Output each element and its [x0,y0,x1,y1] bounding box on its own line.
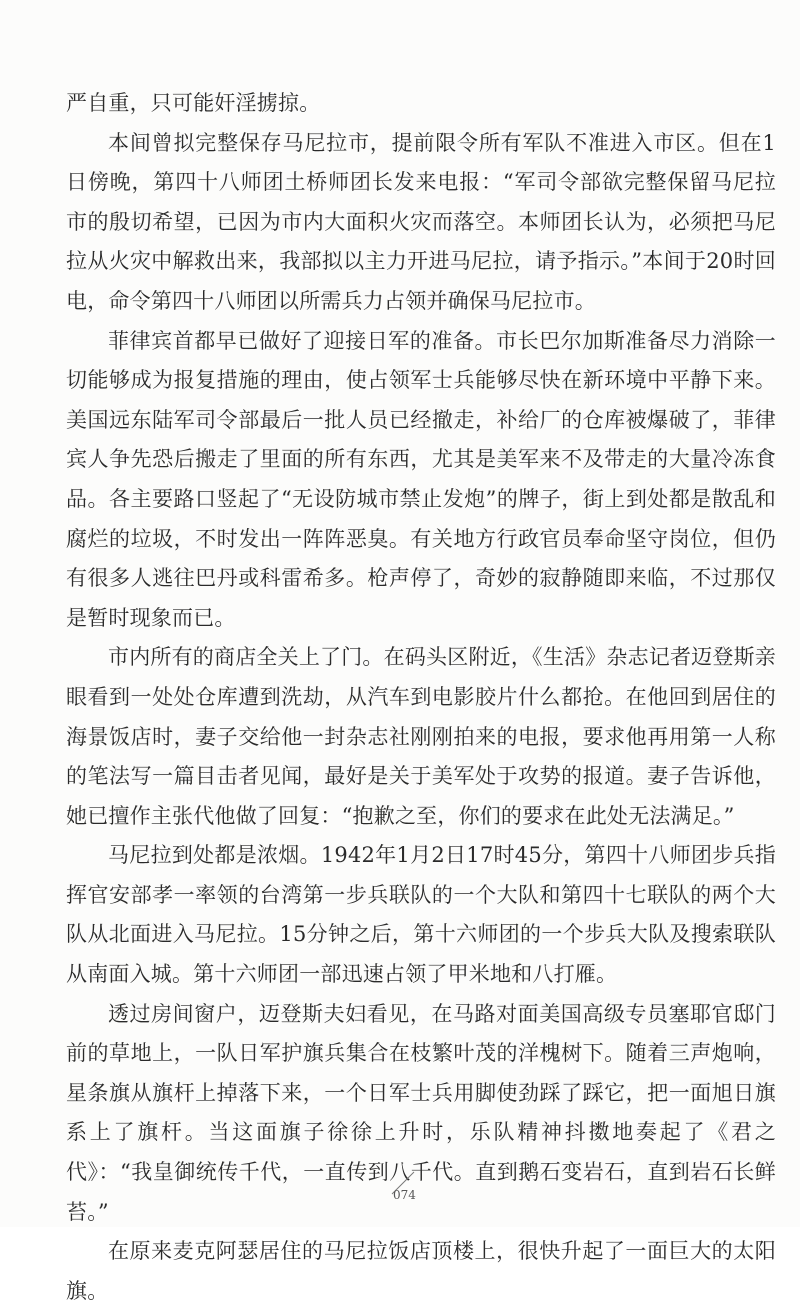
paragraph-manila-preparation: 菲律宾首都早已做好了迎接日军的准备。市长巴尔加斯准备尽力消除一切能够成为报复措施的理由，使占领军士兵能够尽快在新环境中平静下来。美国远东陆军司令部最后一批人员已经撤走，补给厂的仓库被爆破了，菲律宾人争先恐后搬走了里面的所有东西，尤其是美军来不及带走的大量冷冻食品。各主要路口竖起了“无设防城市禁止发炮”的牌子，街上到处都是散乱和腐烂的垃圾，不时发出一阵阵恶臭。有关地方行政官员奉命坚守岗位，但仍有很多人逃往巴丹或科雷希多。枪声停了，奇妙的寂静随即来临，不过那仅是暂时现象而已。 [66,328,776,630]
paragraph-entry-into-manila: 马尼拉到处都是浓烟。1942年1月2日17时45分，第四十八师团步兵指挥官安部孝一率领的台湾第一步兵联队的一个大队和第四十七联队的两个大队从北面进入马尼拉。15分钟之后，第十六师团的一个步兵大队及搜索联队从南面入城。第十六师团一部迅速占领了甲米地和八打雁。 [66,843,776,987]
page-number: 074 [393,1188,416,1202]
page-footer [0,1160,800,1220]
body-text [66,84,776,1311]
paragraph-manila-hotel: 在原来麦克阿瑟居住的马尼拉饭店顶楼上，很快升起了一面巨大的太阳旗。 [66,1239,776,1303]
paragraph-stores-closed: 市内所有的商店全关上了门。在码头区附近，《生活》杂志记者迈登斯亲眼看到一处处仓库遭到洗劫，从汽车到电影胶片什么都抢。在他回到居住的海景饭店时，妻子交给他一封杂志社刚刚拍来的电报，要求他再用第一人称的笔法写一篇目击者见闻，最好是关于美军处于攻势的报道。妻子告诉他，她已擅作主张代他做了回复：“抱歉之至，你们的要求在此处无法满足。” [66,645,776,828]
paragraph-honma-order: 本间曾拟完整保存马尼拉市，提前限令所有军队不准进入市区。但在1日傍晚，第四十八师团土桥师团长发来电报：“军司令部欲完整保留马尼拉市的殷切希望，已因为市内大面积火灾而落空。本师团长认为，必须把马尼拉从火灾中解救出来，我部拟以主力开进马尼拉，请予指示。”本间于20时回电，命令第四十八师团以所需兵力占领并确保马尼拉市。 [66,130,776,313]
paragraph-flag-raising: 透过房间窗户，迈登斯夫妇看见，在马路对面美国高级专员塞耶官邸门前的草地上，一队日军护旗兵集合在枝繁叶茂的洋槐树下。随着三声炮响，星条旗从旗杆上掉落下来，一个日军士兵用脚使劲踩了踩它，把一面旭日旗系上了旗杆。当这面旗子徐徐上升时，乐队精神抖擞地奏起了《君之代》：“我皇御统传千代，一直传到八千代。直到鹅石变岩石，直到岩石长鲜苔。” [66,1001,776,1224]
paragraph-continued: 严自重，只可能奸淫掳掠。 [66,91,321,115]
